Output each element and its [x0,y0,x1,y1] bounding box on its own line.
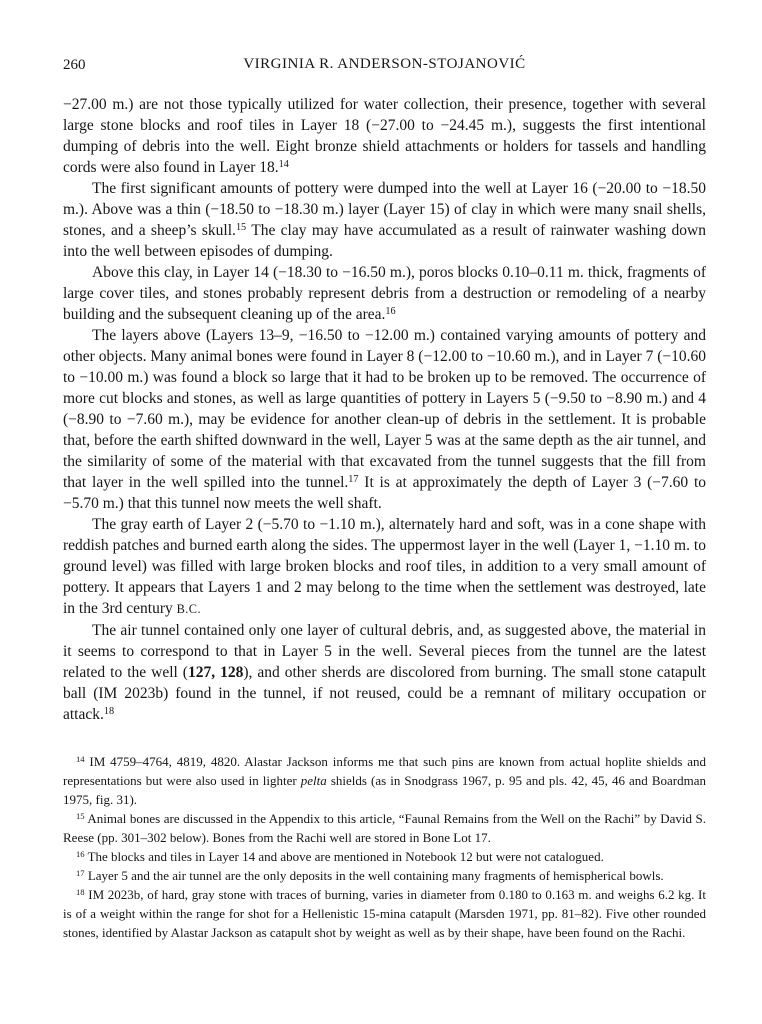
footnote-ref: 18 [76,886,85,897]
footnote-ref: 14 [278,158,289,170]
footnote-ref: 18 [103,705,115,717]
footnote-ref: 14 [76,753,85,764]
running-head: VIRGINIA R. ANDERSON-STOJANOVIĆ [243,56,526,72]
text-segment: ), and other sherds are discolored from burning. The small stone catapult ball (IM 2023b) found in the tunnel, if not reused, could be a remnant of military occupation or attack. [63,664,706,723]
footnote-ref: 16 [385,305,396,317]
text-segment: IM 2023b, of hard, gray stone with traces of burning, varies in diameter from 0.180 to 0.163 m. and weighs 6.2 kg. It is of a weight within the range for shot for a Hellenistic 15-mina catapult (Marsden 1971, pp. 81–82). Five other rounded stones, identified by Alastar Jackson as catapult shot by weight as well as by their shape, have been found on the Rachi. [63,887,706,940]
page-header [63,56,706,75]
footnote-18 [63,885,706,942]
footnote-16 [63,847,706,866]
footnote-15 [63,809,706,847]
text-segment: The layers above (Layers 13–9, −16.50 to −12.00 m.) contained varying amounts of pottery and other objects. Many animal bones were found in Layer 8 (−12.00 to −10.60 m.), and in Layer 7 (−10.60 to −10.00 m.) was found a block so large that it had to be broken up to be removed. The occurrence of more cut blocks and stones, as well as large quantities of pottery in Layers 5 (−9.50 to −8.90 m.) and 4 (−8.90 to −7.60 m.), may be evidence for another clean-up of debris in the settlement. It is probable that, before the earth shifted downward in the well, Layer 5 was at the same depth as the air tunnel, and the similarity of some of the material with that excavated from the tunnel suggests that the fill from that layer in the well spilled into the tunnel. [63,327,706,491]
footnote-17 [63,866,706,885]
text-segment: Animal bones are discussed in the Appendix to this article, “Faunal Remains from the Well on the Rachi” by David S. Reese (pp. 301–302 below). Bones from the Rachi well are stored in Bone Lot 17. [63,811,706,845]
body-paragraph-6 [63,620,706,725]
footnote-ref: 17 [76,867,85,878]
body-paragraph-4 [63,325,706,514]
text-segment: B.C. [176,602,201,616]
footnote-ref: 15 [76,810,85,821]
body-paragraph-3 [63,262,706,325]
footnote-14 [63,752,706,809]
body-paragraph-1 [63,94,706,178]
text-segment: Above this clay, in Layer 14 (−18.30 to −16.50 m.), poros blocks 0.10–0.11 m. thick, fragments of large cover tiles, and stones probably represent debris from a destruction or remodeling of a nearby building and the subsequent cleaning up of the area. [63,264,706,323]
footnote-ref: 16 [76,848,85,859]
footnote-ref: 15 [235,221,247,233]
text-segment: The gray earth of Layer 2 (−5.70 to −1.10 m.), alternately hard and soft, was in a cone shape with reddish patches and burned earth along the sides. The uppermost layer in the well (Layer 1, −1.10 m. to ground level) was filled with large broken blocks and roof tiles, in addition to a very small amount of pottery. It appears that Layers 1 and 2 may belong to the time when the settlement was destroyed, late in the 3rd century [63,516,706,617]
body-paragraph-5 [63,514,706,620]
page-number: 260 [63,57,86,73]
text-segment: pelta [300,773,327,788]
text-segment: It is at approximately the depth of Layer 3 (−7.60 to −5.70 m.) that this tunnel now meets the well shaft. [63,474,706,512]
text-segment: IM 4759–4764, 4819, 4820. Alastar Jackson informs me that such pins are known from actual hoplite shields and representations but were also used in lighter [63,754,706,788]
text-segment: 127, 128 [187,664,244,681]
text-segment: Layer 5 and the air tunnel are the only deposits in the well containing many fragments of hemispherical bowls. [84,868,664,883]
text-segment: The air tunnel contained only one layer of cultural debris, and, as suggested above, the material in it seems to correspond to that in Layer 5 in the well. Several pieces from the tunnel are the latest related to the well ( [63,622,706,681]
text-segment: shields (as in Snodgrass 1967, p. 95 and pls. 42, 45, 46 and Boardman 1975, fig. 31). [63,773,706,807]
body-paragraph-2 [63,178,706,262]
article-body [63,94,706,725]
text-segment: The blocks and tiles in Layer 14 and above are mentioned in Notebook 12 but were not catalogued. [84,849,604,864]
text-segment: The first significant amounts of pottery were dumped into the well at Layer 16 (−20.00 to −18.50 m.). Above was a thin (−18.50 to −18.30 m.) layer (Layer 15) of clay in which were many snail shells, stones, and a sheep’s skull. [63,180,706,239]
footnotes-section [63,752,706,942]
text-segment: −27.00 m.) are not those typically utilized for water collection, their presence, together with several large stone blocks and roof tiles in Layer 18 (−27.00 to −24.45 m.), suggests the first intentional dumping of debris into the well. Eight bronze shield attachments or holders for tassels and handling cords were also found in Layer 18. [63,96,706,176]
page-content [63,56,706,942]
footnote-ref: 17 [348,473,359,485]
text-segment: The clay may have accumulated as a result of rainwater washing down into the well between episodes of dumping. [63,222,706,260]
